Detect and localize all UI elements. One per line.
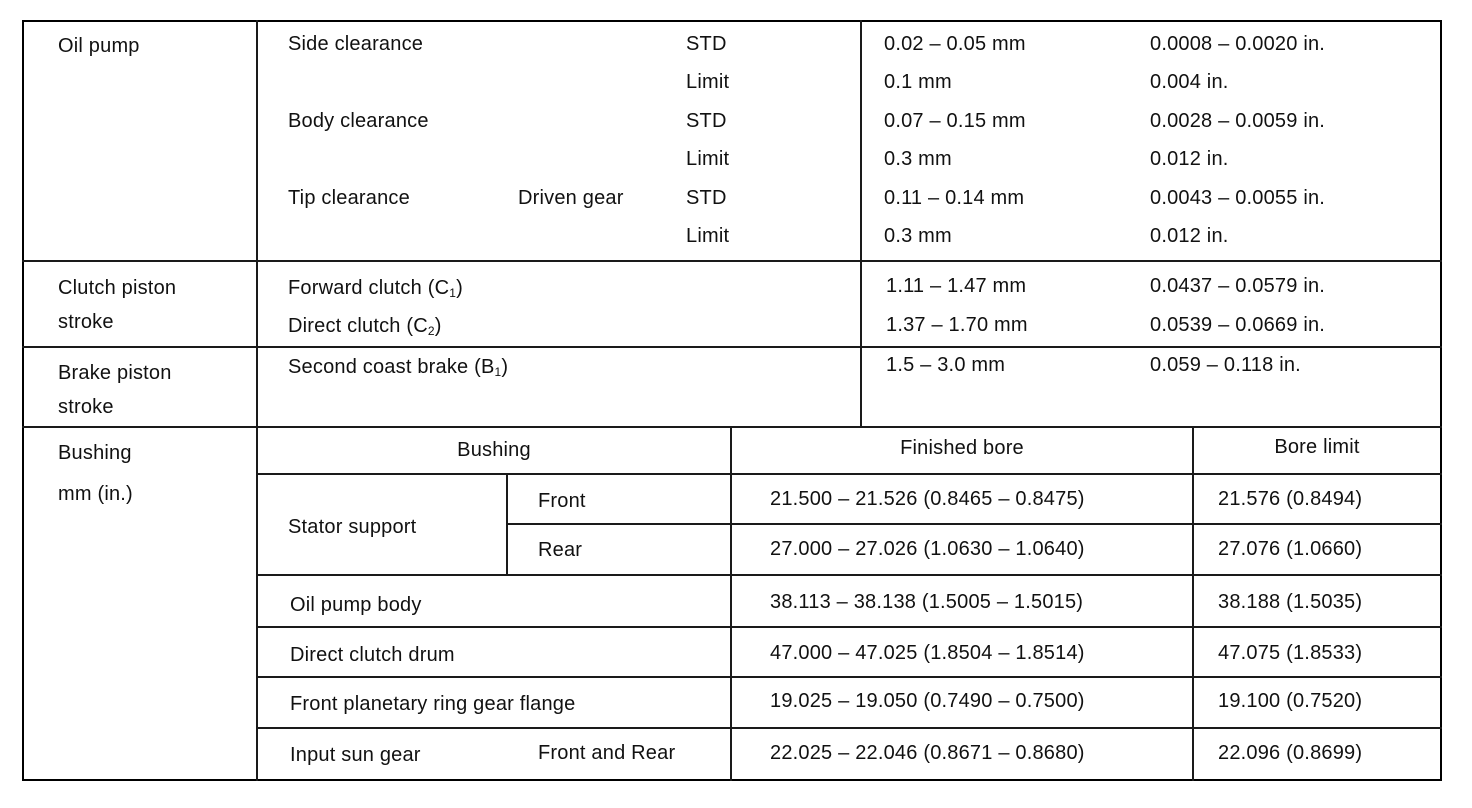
section-divider-1 (22, 260, 1442, 262)
bushing-stator-mid-divider (506, 523, 1442, 525)
value-in: 0.059 – 0.118 in. (1150, 354, 1301, 376)
bushing-name: Oil pump body (290, 594, 422, 616)
bushing-row-divider (256, 676, 1442, 678)
bore-limit-value: 27.076 (1.0660) (1218, 538, 1363, 560)
finished-bore-value: 38.113 – 38.138 (1.5005 – 1.5015) (770, 591, 1084, 613)
bore-limit-value: 38.188 (1.5035) (1218, 591, 1363, 613)
bushing-row-divider (256, 626, 1442, 628)
value-mm: 0.07 – 0.15 mm (884, 110, 1026, 132)
bushing-header-bushing: Bushing (457, 439, 531, 461)
grade-label: STD (686, 187, 727, 209)
bushing-name: Direct clutch drum (290, 644, 455, 666)
sub-item-label: Driven gear (518, 187, 624, 209)
value-mm: 0.02 – 0.05 mm (884, 33, 1026, 55)
stator-support-label: Stator support (288, 516, 417, 538)
value-in: 0.012 in. (1150, 148, 1229, 170)
value-in: 0.0437 – 0.0579 in. (1150, 275, 1326, 297)
item-close: ) (501, 356, 509, 378)
position-label: Front and Rear (538, 742, 676, 764)
item-text: Direct clutch (C (288, 315, 428, 337)
item-label (288, 314, 442, 343)
position-label: Front (538, 490, 586, 512)
section-divider-2 (22, 346, 1442, 348)
finished-bore-value: 21.500 – 21.526 (0.8465 – 0.8475) (770, 488, 1085, 510)
section-divider-3 (22, 426, 1442, 428)
finished-bore-value: 19.025 – 19.050 (0.7490 – 0.7500) (770, 690, 1085, 712)
item-text: Second coast brake (B (288, 356, 495, 378)
item-close: ) (434, 315, 442, 337)
brake-piston-label-line2: stroke (58, 396, 114, 418)
value-column-divider (860, 20, 862, 428)
table-border-bottom (22, 779, 1442, 781)
bore-limit-value: 47.075 (1.8533) (1218, 642, 1363, 664)
bushing-label: Bushing (58, 442, 132, 464)
position-label: Rear (538, 539, 583, 561)
bushing-header-finished: Finished bore (900, 437, 1024, 459)
brake-piston-label: Brake piston (58, 362, 172, 384)
value-mm: 1.5 – 3.0 mm (886, 354, 1006, 376)
value-in: 0.0028 – 0.0059 in. (1150, 110, 1326, 132)
value-in: 0.0008 – 0.0020 in. (1150, 33, 1326, 55)
item-label (288, 355, 508, 384)
value-mm: 0.3 mm (884, 148, 952, 170)
bushing-header-limit: Bore limit (1274, 436, 1360, 458)
table-border-right (1440, 20, 1442, 781)
bore-limit-value: 22.096 (0.8699) (1218, 742, 1363, 764)
subscript: 1 (494, 365, 502, 379)
grade-label: STD (686, 110, 727, 132)
bushing-row-divider (256, 574, 1442, 576)
grade-label: Limit (686, 225, 730, 247)
value-in: 0.0539 – 0.0669 in. (1150, 314, 1326, 336)
value-mm: 0.3 mm (884, 225, 952, 247)
bore-limit-value: 21.576 (0.8494) (1218, 488, 1363, 510)
subscript: 1 (449, 286, 457, 300)
value-mm: 1.37 – 1.70 mm (886, 314, 1028, 336)
table-border-left (22, 20, 24, 781)
value-mm: 1.11 – 1.47 mm (886, 275, 1027, 297)
table-border-top (22, 20, 1442, 22)
finished-bore-value: 27.000 – 27.026 (1.0630 – 1.0640) (770, 538, 1085, 560)
grade-label: Limit (686, 148, 730, 170)
value-in: 0.0043 – 0.0055 in. (1150, 187, 1326, 209)
label-column-divider (256, 20, 258, 781)
bushing-name: Front planetary ring gear flange (290, 693, 576, 715)
finished-bore-value: 47.000 – 47.025 (1.8504 – 1.8514) (770, 642, 1085, 664)
subscript: 2 (427, 324, 435, 338)
item-label: Body clearance (288, 110, 429, 132)
bushing-header-divider (256, 473, 1442, 475)
item-label: Side clearance (288, 33, 424, 55)
item-label (288, 276, 463, 305)
grade-label: Limit (686, 71, 730, 93)
item-text: Forward clutch (C (288, 277, 450, 299)
bore-limit-value: 19.100 (0.7520) (1218, 690, 1363, 712)
clutch-piston-label: Clutch piston (58, 277, 177, 299)
finished-bore-value: 22.025 – 22.046 (0.8671 – 0.8680) (770, 742, 1085, 764)
clutch-piston-label-line2: stroke (58, 311, 114, 333)
value-in: 0.004 in. (1150, 71, 1229, 93)
grade-label: STD (686, 33, 727, 55)
bushing-name: Input sun gear (290, 744, 421, 766)
oil-pump-label: Oil pump (58, 35, 140, 57)
value-mm: 0.1 mm (884, 71, 952, 93)
value-mm: 0.11 – 0.14 mm (884, 187, 1025, 209)
bushing-row-divider (256, 727, 1442, 729)
bushing-unit-label: mm (in.) (58, 483, 133, 505)
item-close: ) (456, 277, 463, 299)
item-label: Tip clearance (288, 187, 410, 209)
value-in: 0.012 in. (1150, 225, 1229, 247)
